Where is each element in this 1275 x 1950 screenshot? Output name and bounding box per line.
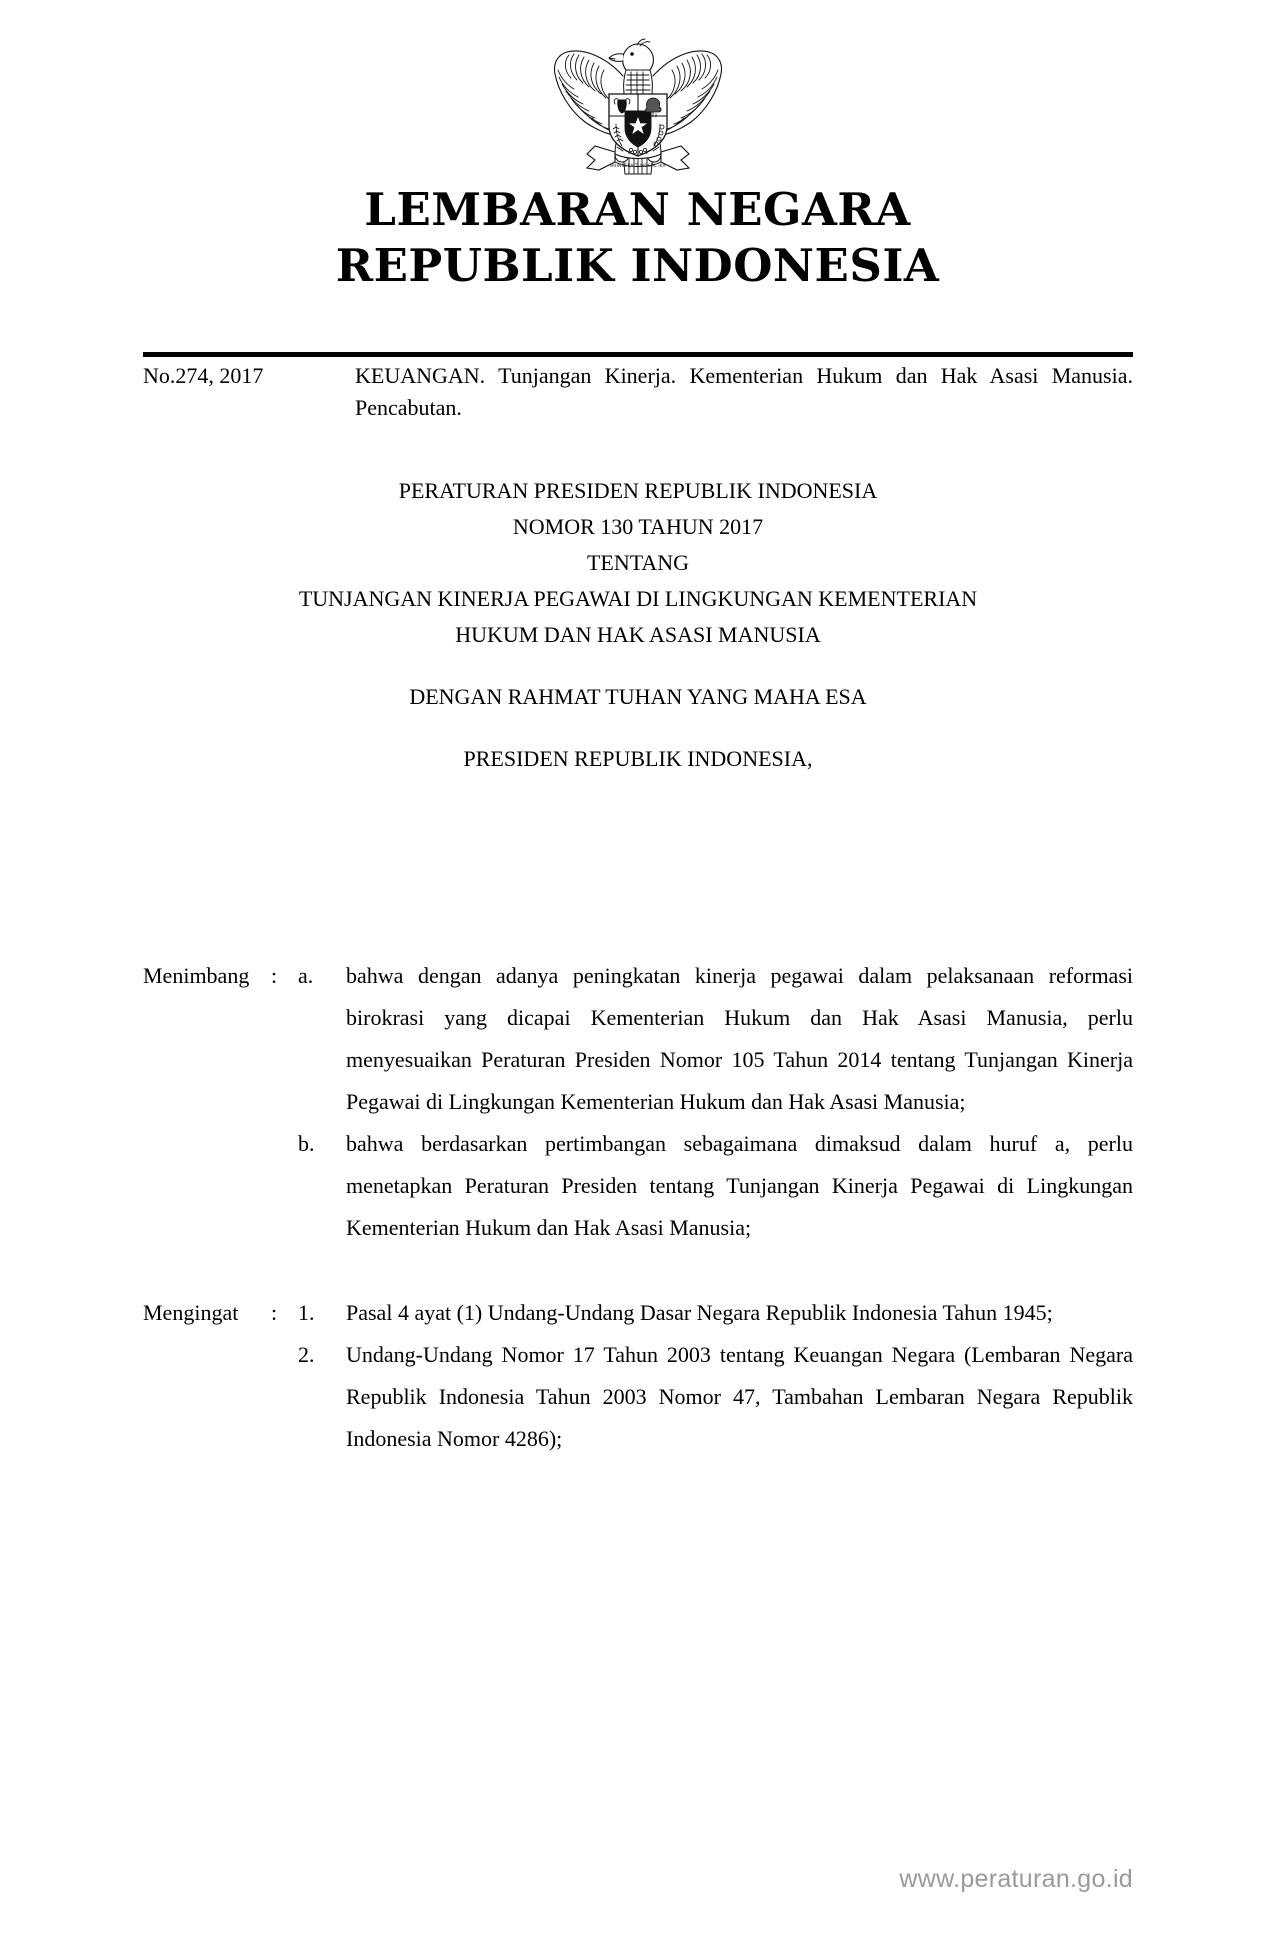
gazette-number: No.274, 2017 — [143, 363, 264, 388]
document-title-block — [143, 473, 1133, 777]
clause-text-menimbang-b: bahwa berdasarkan pertimbangan sebagaimana dimaksud dalam huruf a, perlu menetapkan Peraturan Presiden tentang Tunjangan Kinerja Pegawai di Lingkungan Kementerian Hukum dan Hak Asasi Manusia; — [346, 1131, 1133, 1240]
clause-group-mengingat — [143, 1292, 1133, 1460]
masthead-line-1: LEMBARAN NEGARA — [364, 183, 911, 236]
clause-label-menimbang: Menimbang — [143, 963, 250, 988]
footer-watermark: www.peraturan.go.id — [899, 1865, 1133, 1893]
clause-item — [143, 1292, 1133, 1334]
title-invocation: DENGAN RAHMAT TUHAN YANG MAHA ESA — [409, 684, 867, 709]
masthead — [0, 182, 1275, 294]
clause-marker-2: 2. — [298, 1342, 315, 1367]
emblem-container — [0, 28, 1275, 183]
title-regulation-type: PERATURAN PRESIDEN REPUBLIK INDONESIA — [398, 478, 878, 503]
clause-item — [143, 1334, 1133, 1460]
clause-group-menimbang — [143, 955, 1133, 1249]
clause-text-menimbang-a: bahwa dengan adanya peningkatan kinerja pegawai dalam pelaksanaan reformasi birokrasi yang dicapai Kementerian Hukum dan Hak Asasi Manusia, perlu menyesuaikan Peraturan Presiden Nomor 105 Tahun 2014 tentang Tunjangan Kinerja Pegawai di Lingkungan Kementerian Hukum dan Hak Asasi Manusia; — [346, 963, 1133, 1114]
clause-marker-b: b. — [298, 1131, 315, 1156]
clause-marker-1: 1. — [298, 1300, 315, 1325]
masthead-line-2: REPUBLIK INDONESIA — [335, 239, 940, 292]
clause-colon: : — [271, 1300, 278, 1325]
clause-colon: : — [271, 963, 278, 988]
gazette-header-row — [143, 360, 1133, 424]
considerations-body — [143, 955, 1133, 1460]
clause-text-mengingat-1: Pasal 4 ayat (1) Undang-Undang Dasar Negara Republik Indonesia Tahun 1945; — [346, 1300, 1053, 1325]
title-subject-line-1: TUNJANGAN KINERJA PEGAWAI DI LINGKUNGAN KEMENTERIAN — [298, 586, 978, 611]
clause-item — [143, 955, 1133, 1123]
clause-item — [143, 1123, 1133, 1249]
title-issuer: PRESIDEN REPUBLIK INDONESIA, — [463, 746, 813, 771]
clause-marker-a: a. — [298, 963, 314, 988]
title-subject-line-2: HUKUM DAN HAK ASASI MANUSIA — [455, 622, 821, 647]
title-about-label: TENTANG — [586, 550, 690, 575]
clause-text-mengingat-2: Undang-Undang Nomor 17 Tahun 2003 tentang Keuangan Negara (Lembaran Negara Republik Indonesia Tahun 2003 Nomor 47, Tambahan Lembaran Negara Republik Indonesia Nomor 4286); — [346, 1342, 1133, 1451]
garuda-pancasila-icon — [543, 28, 733, 178]
emblem-motto-text: BHINNEKA TUNGGAL IKA — [609, 163, 666, 168]
header-divider-rule — [143, 352, 1133, 357]
gazette-subject: KEUANGAN. Tunjangan Kinerja. Kementerian Hukum dan Hak Asasi Manusia. Pencabutan. — [355, 363, 1133, 420]
clause-label-mengingat: Mengingat — [143, 1300, 239, 1325]
title-regulation-number: NOMOR 130 TAHUN 2017 — [512, 514, 764, 539]
